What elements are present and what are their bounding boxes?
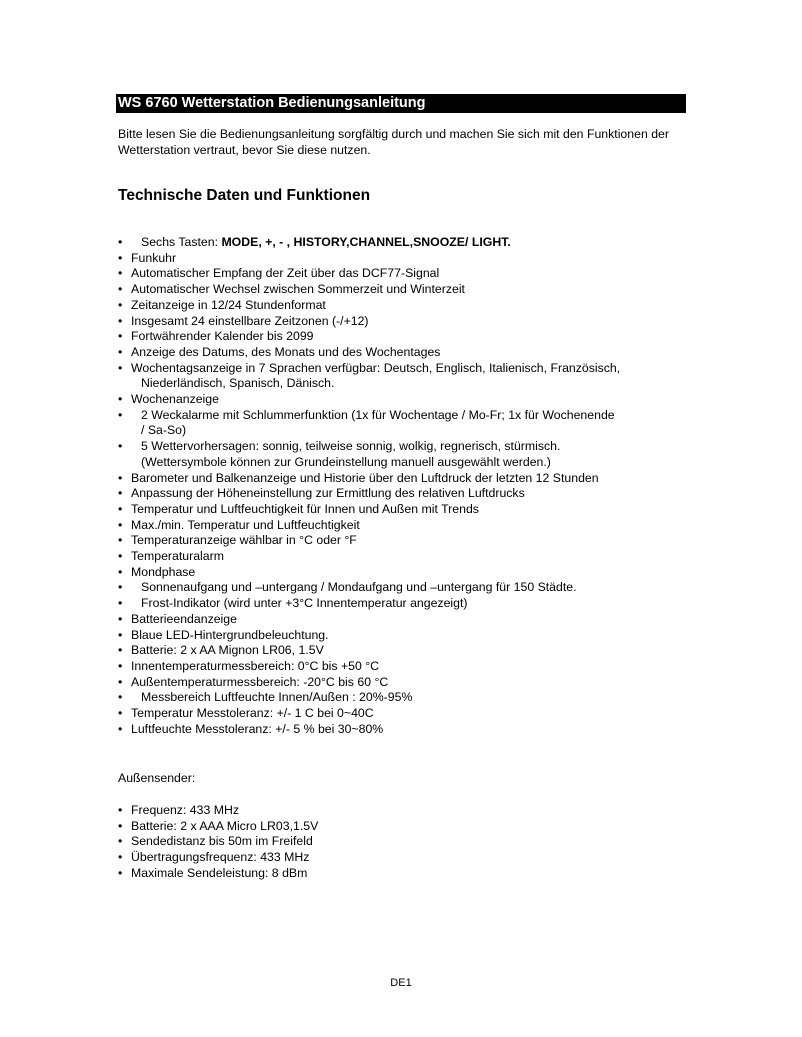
list-item: • Fortwährender Kalender bis 2099 [118, 329, 678, 345]
list-item-continuation: / Sa-So) [141, 423, 187, 438]
list-item-continuation: Niederländisch, Spanisch, Dänisch. [141, 376, 335, 391]
list-item: • Batterie: 2 x AA Mignon LR06, 1.5V [118, 643, 678, 659]
list-item: • Maximale Sendeleistung: 8 dBm [118, 866, 678, 882]
list-item: • Temperaturalarm [118, 549, 678, 565]
list-item: • Luftfeuchte Messtoleranz: +/- 5 % bei 30~80% [118, 722, 678, 738]
button-names: MODE, +, - , HISTORY,CHANNEL,SNOOZE/ LIGHT. [221, 235, 511, 249]
list-item: • Automatischer Empfang der Zeit über das DCF77-Signal [118, 266, 678, 282]
intro-paragraph: Bitte lesen Sie die Bedienungsanleitung sorgfältig durch und machen Sie sich mit den Funktionen der Wetterstation vertraut, bevor Sie diese nutzen. [118, 127, 669, 157]
list-item [118, 361, 678, 392]
list-item: • Sonnenaufgang und –untergang / Mondaufgang und –untergang für 150 Städte. [118, 580, 678, 596]
page-title: WS 6760 Wetterstation Bedienungsanleitung [116, 94, 686, 113]
list-item: • Barometer und Balkenanzeige und Historie über den Luftdruck der letzten 12 Stunden [118, 471, 678, 487]
list-item: • Zeitanzeige in 12/24 Stundenformat [118, 298, 678, 314]
list-item: • Frequenz: 433 MHz [118, 803, 678, 819]
list-item: • Innentemperaturmessbereich: 0°C bis +50 °C [118, 659, 678, 675]
list-item: • Wochenanzeige [118, 392, 678, 408]
list-item: • Automatischer Wechsel zwischen Sommerzeit und Winterzeit [118, 282, 678, 298]
list-item: • Anzeige des Datums, des Monats und des Wochentages [118, 345, 678, 361]
list-item: • Insgesamt 24 einstellbare Zeitzonen (-/+12) [118, 314, 678, 330]
list-item: • Sendedistanz bis 50m im Freifeld [118, 834, 678, 850]
list-item: • Mondphase [118, 565, 678, 581]
page-number: DE1 [390, 977, 412, 989]
list-item: • Max./min. Temperatur und Luftfeuchtigkeit [118, 518, 678, 534]
sender-heading: Außensender: [118, 771, 196, 785]
list-item-continuation: (Wettersymbole können zur Grundeinstellung manuell ausgewählt werden.) [141, 454, 551, 469]
feature-list [118, 235, 678, 738]
list-item: • Batterie: 2 x AAA Micro LR03,1.5V [118, 819, 678, 835]
list-item [118, 439, 678, 470]
list-item [118, 235, 678, 251]
list-item-text: • Wochentagsanzeige in 7 Sprachen verfügbar: Deutsch, Englisch, Italienisch, Französisch, [131, 360, 621, 375]
list-item: • Übertragungsfrequenz: 433 MHz [118, 850, 678, 866]
list-item: • Temperaturanzeige wählbar in °C oder °F [118, 533, 678, 549]
list-item: • Temperatur und Luftfeuchtigkeit für Innen und Außen mit Trends [118, 502, 678, 518]
list-item-text: • 2 Weckalarme mit Schlummerfunktion (1x für Wochentage / Mo-Fr; 1x für Wochenende [141, 407, 615, 422]
list-item: • Anpassung der Höheneinstellung zur Ermittlung des relativen Luftdrucks [118, 486, 678, 502]
list-item-text: Sechs Tasten: [141, 235, 222, 249]
sender-list [118, 803, 678, 882]
list-item: • Blaue LED-Hintergrundbeleuchtung. [118, 628, 678, 644]
list-item: • Batterieendanzeige [118, 612, 678, 628]
list-item: • Frost-Indikator (wird unter +3°C Innentemperatur angezeigt) [118, 596, 678, 612]
section-heading: Technische Daten und Funktionen [118, 187, 371, 204]
list-item: • Messbereich Luftfeuchte Innen/Außen : 20%-95% [118, 690, 678, 706]
list-item-text: • 5 Wettervorhersagen: sonnig, teilweise sonnig, wolkig, regnerisch, stürmisch. [141, 439, 561, 454]
list-item: • Funkuhr [118, 251, 678, 267]
list-item [118, 408, 678, 439]
list-item: • Außentemperaturmessbereich: -20°C bis 60 °C [118, 675, 678, 691]
list-item: • Temperatur Messtoleranz: +/- 1 C bei 0~40C [118, 706, 678, 722]
